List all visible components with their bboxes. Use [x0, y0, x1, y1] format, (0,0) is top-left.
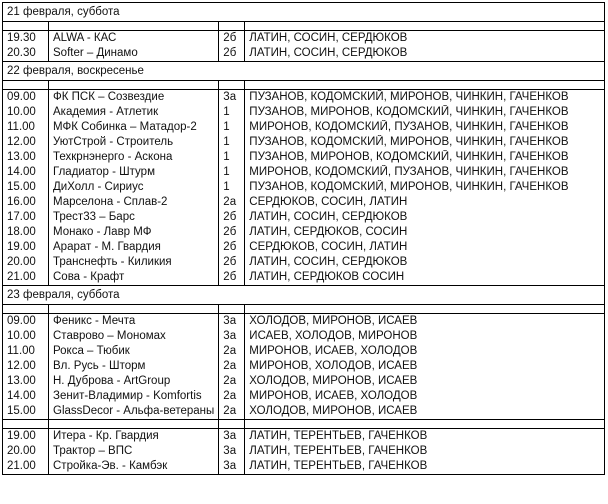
match-referees: МИРОНОВ, ИСАЕВ, ХОЛОДОВ — [245, 389, 605, 404]
match-referees: ПУЗАНОВ, КОДОМСКИЙ, МИРОНОВ, ЧИНКИН, ГАЧЕНКОВ — [245, 180, 605, 195]
match-category: 2б — [219, 31, 245, 47]
match-row — [3, 344, 605, 359]
match-row — [3, 225, 605, 240]
match-teams: Softer – Динамо — [49, 46, 219, 62]
match-teams: Рокса – Тюбик — [49, 344, 219, 359]
match-time: 20.30 — [3, 46, 49, 62]
match-time: 15.00 — [3, 404, 49, 420]
match-category: 2а — [219, 195, 245, 210]
match-teams: Арарат - М. Гвардия — [49, 240, 219, 255]
match-category: 2а — [219, 374, 245, 389]
spacer-row — [3, 22, 605, 31]
match-time: 21.00 — [3, 459, 49, 475]
match-referees: ХОЛОДОВ, МИРОНОВ, ИСАЕВ — [245, 374, 605, 389]
spacer-row — [3, 81, 605, 90]
match-category: 2б — [219, 225, 245, 240]
match-row — [3, 195, 605, 210]
referee-schedule-table — [2, 2, 605, 475]
match-referees: ПУЗАНОВ, КОДОМСКИЙ, МИРОНОВ, ЧИНКИН, ГАЧЕНКОВ — [245, 90, 605, 106]
day-header-row — [3, 286, 605, 305]
spacer-cell — [3, 22, 49, 31]
match-category: 3а — [219, 459, 245, 475]
match-row — [3, 389, 605, 404]
match-category: 1 — [219, 135, 245, 150]
match-teams: УютСтрой - Строитель — [49, 135, 219, 150]
match-teams: МФК Собинка – Матадор-2 — [49, 120, 219, 135]
match-row — [3, 46, 605, 62]
match-row — [3, 180, 605, 195]
match-teams: Техкрнэнерго - Аскона — [49, 150, 219, 165]
match-row — [3, 31, 605, 47]
spacer-cell — [245, 81, 605, 90]
match-category: 2а — [219, 359, 245, 374]
match-teams: ФК ПСК – Созвездие — [49, 90, 219, 106]
match-referees: МИРОНОВ, ХОЛОДОВ, ИСАЕВ — [245, 359, 605, 374]
spacer-cell — [49, 420, 219, 429]
match-time: 10.00 — [3, 329, 49, 344]
match-category: 2б — [219, 210, 245, 225]
spacer-cell — [219, 305, 245, 314]
match-row — [3, 135, 605, 150]
match-category: 3а — [219, 314, 245, 330]
spacer-cell — [3, 305, 49, 314]
match-category: 2а — [219, 389, 245, 404]
match-referees: ЛАТИН, ТЕРЕНТЬЕВ, ГАЧЕНКОВ — [245, 429, 605, 445]
day-header-row — [3, 3, 605, 22]
match-referees: СЕРДЮКОВ, СОСИН, ЛАТИН — [245, 240, 605, 255]
match-row — [3, 150, 605, 165]
match-row — [3, 374, 605, 389]
day-date: 21 февраля, суббота — [3, 3, 605, 22]
match-time: 12.00 — [3, 359, 49, 374]
match-teams: Марселона - Сплав-2 — [49, 195, 219, 210]
match-teams: Феникс - Мечта — [49, 314, 219, 330]
spacer-row — [3, 420, 605, 429]
match-teams: Монако - Лавр МФ — [49, 225, 219, 240]
match-referees: ЛАТИН, СЕРДЮКОВ, СОСИН — [245, 225, 605, 240]
match-row — [3, 270, 605, 286]
match-category: 3а — [219, 429, 245, 445]
match-teams: ALWA - КАС — [49, 31, 219, 47]
match-teams: Трактор – ВПС — [49, 444, 219, 459]
match-time: 19.30 — [3, 31, 49, 47]
match-time: 11.00 — [3, 344, 49, 359]
match-referees: ЛАТИН, СЕРДЮКОВ СОСИН — [245, 270, 605, 286]
match-row — [3, 429, 605, 445]
match-teams: Итера - Кр. Гвардия — [49, 429, 219, 445]
match-row — [3, 90, 605, 106]
spacer-cell — [245, 22, 605, 31]
match-referees: ЛАТИН, СОСИН, СЕРДЮКОВ — [245, 255, 605, 270]
match-category: 1 — [219, 105, 245, 120]
match-time: 18.00 — [3, 225, 49, 240]
match-teams: Транснефть - Киликия — [49, 255, 219, 270]
match-teams: Трест33 – Барс — [49, 210, 219, 225]
match-referees: ПУЗАНОВ, МИРОНОВ, КОДОМСКИЙ, ЧИНКИН, ГАЧЕНКОВ — [245, 105, 605, 120]
match-referees: СЕРДЮКОВ, СОСИН, ЛАТИН — [245, 195, 605, 210]
match-teams: Н. Дуброва - ArtGroup — [49, 374, 219, 389]
match-row — [3, 210, 605, 225]
match-time: 21.00 — [3, 270, 49, 286]
match-time: 16.00 — [3, 195, 49, 210]
match-category: 3а — [219, 90, 245, 106]
match-row — [3, 314, 605, 330]
match-category: 1 — [219, 150, 245, 165]
match-time: 10.00 — [3, 105, 49, 120]
match-category: 2б — [219, 240, 245, 255]
day-date: 22 февраля, воскресенье — [3, 62, 605, 81]
match-referees: МИРОНОВ, КОДОМСКИЙ, ПУЗАНОВ, ЧИНКИН, ГАЧЕНКОВ — [245, 120, 605, 135]
match-category: 2а — [219, 344, 245, 359]
match-referees: ПУЗАНОВ, КОДОМСКИЙ, МИРОНОВ, ЧИНКИН, ГАЧЕНКОВ — [245, 135, 605, 150]
spacer-cell — [49, 22, 219, 31]
match-row — [3, 105, 605, 120]
spacer-cell — [3, 420, 49, 429]
match-time: 13.00 — [3, 150, 49, 165]
match-time: 20.00 — [3, 444, 49, 459]
match-category: 3а — [219, 329, 245, 344]
match-teams: Гладиатор - Штурм — [49, 165, 219, 180]
match-referees: ИСАЕВ, ХОЛОДОВ, МИРОНОВ — [245, 329, 605, 344]
match-category: 2б — [219, 255, 245, 270]
spacer-cell — [219, 420, 245, 429]
match-teams: Вл. Русь - Шторм — [49, 359, 219, 374]
match-time: 12.00 — [3, 135, 49, 150]
match-category: 1 — [219, 120, 245, 135]
spacer-cell — [219, 81, 245, 90]
match-teams: Академия - Атлетик — [49, 105, 219, 120]
match-row — [3, 459, 605, 475]
match-teams: Сова - Крафт — [49, 270, 219, 286]
spacer-cell — [245, 305, 605, 314]
match-row — [3, 329, 605, 344]
spacer-cell — [245, 420, 605, 429]
match-time: 09.00 — [3, 90, 49, 106]
match-referees: ХОЛОДОВ, МИРОНОВ, ИСАЕВ — [245, 314, 605, 330]
match-referees: ПУЗАНОВ, МИРОНОВ, КОДОМСКИЙ, ЧИНКИН, ГАЧЕНКОВ — [245, 150, 605, 165]
match-row — [3, 359, 605, 374]
match-row — [3, 255, 605, 270]
match-row — [3, 444, 605, 459]
spacer-cell — [3, 81, 49, 90]
match-time: 14.00 — [3, 165, 49, 180]
spacer-cell — [219, 22, 245, 31]
match-teams: Ставрово – Мономах — [49, 329, 219, 344]
match-time: 13.00 — [3, 374, 49, 389]
match-category: 2а — [219, 404, 245, 420]
match-time: 14.00 — [3, 389, 49, 404]
match-teams: Зенит-Владимир - Komfortis — [49, 389, 219, 404]
day-header-row — [3, 62, 605, 81]
match-teams: GlassDecor - Альфа-ветераны — [49, 404, 219, 420]
spacer-cell — [49, 81, 219, 90]
match-referees: ЛАТИН, ТЕРЕНТЬЕВ, ГАЧЕНКОВ — [245, 459, 605, 475]
day-date: 23 февраля, суббота — [3, 286, 605, 305]
match-referees: ЛАТИН, СОСИН, СЕРДЮКОВ — [245, 46, 605, 62]
match-time: 19.00 — [3, 240, 49, 255]
match-row — [3, 120, 605, 135]
match-row — [3, 404, 605, 420]
match-time: 17.00 — [3, 210, 49, 225]
match-time: 11.00 — [3, 120, 49, 135]
match-time: 09.00 — [3, 314, 49, 330]
match-time: 15.00 — [3, 180, 49, 195]
schedule-body — [3, 3, 605, 475]
match-category: 1 — [219, 180, 245, 195]
match-referees: ЛАТИН, ТЕРЕНТЬЕВ, ГАЧЕНКОВ — [245, 444, 605, 459]
spacer-cell — [49, 305, 219, 314]
match-row — [3, 165, 605, 180]
match-time: 19.00 — [3, 429, 49, 445]
match-time: 20.00 — [3, 255, 49, 270]
match-category: 3а — [219, 444, 245, 459]
match-referees: ЛАТИН, СОСИН, СЕРДЮКОВ — [245, 210, 605, 225]
match-referees: ЛАТИН, СОСИН, СЕРДЮКОВ — [245, 31, 605, 47]
match-referees: МИРОНОВ, ИСАЕВ, ХОЛОДОВ — [245, 344, 605, 359]
match-teams: ДиХолл - Сириус — [49, 180, 219, 195]
match-referees: МИРОНОВ, КОДОМСКИЙ, ПУЗАНОВ, ЧИНКИН, ГАЧЕНКОВ — [245, 165, 605, 180]
match-teams: Стройка-Эв. - Камбэк — [49, 459, 219, 475]
match-category: 1 — [219, 165, 245, 180]
match-category: 2б — [219, 270, 245, 286]
match-row — [3, 240, 605, 255]
match-referees: ХОЛОДОВ, МИРОНОВ, ИСАЕВ — [245, 404, 605, 420]
match-category: 2б — [219, 46, 245, 62]
spacer-row — [3, 305, 605, 314]
